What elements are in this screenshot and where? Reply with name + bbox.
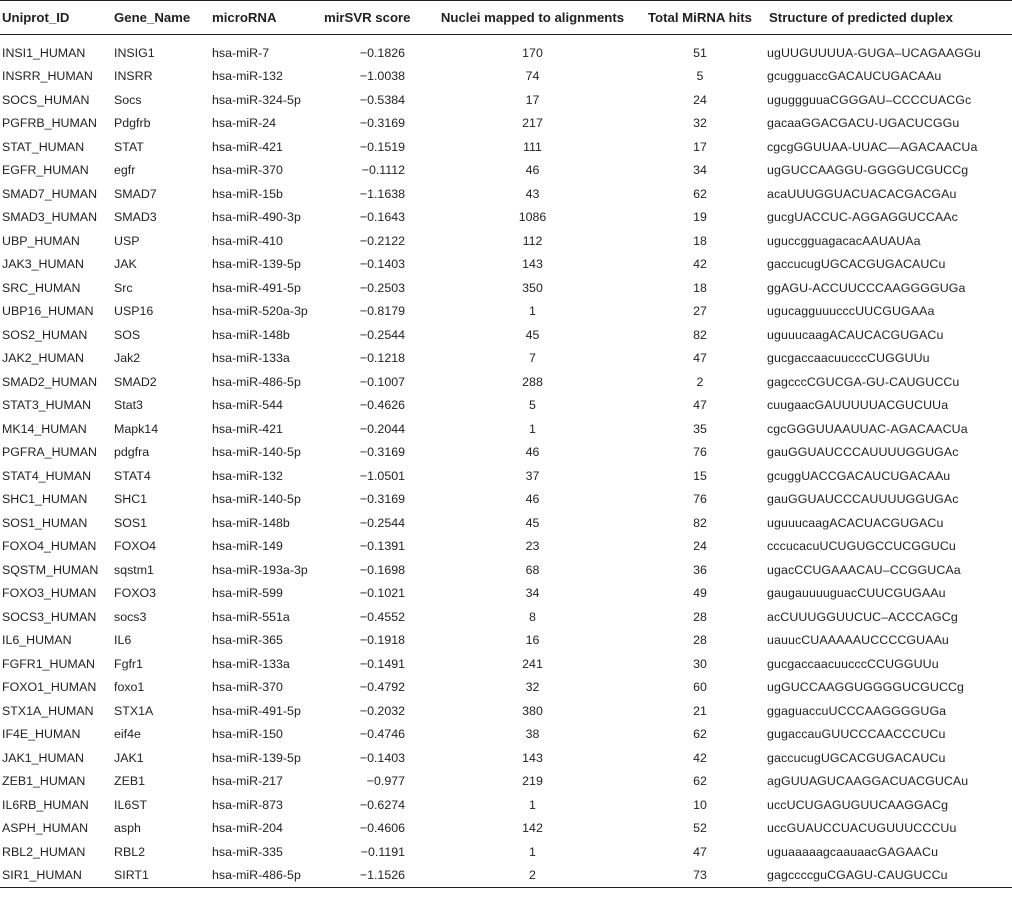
cell-mirsvr-score: −0.1643	[359, 210, 405, 225]
cell-duplex-structure: ugacCCUGAAACAU–CCGGUCAa	[767, 562, 961, 577]
cell-duplex-structure: gucgaccaacuucccCUGGUUu	[767, 351, 930, 366]
cell-total-hits: 30	[693, 656, 707, 671]
cell-nuclei-mapped: 241	[522, 656, 543, 671]
cell-uniprot-id: SQSTM_HUMAN	[2, 562, 99, 577]
cell-uniprot-id: STAT4_HUMAN	[2, 468, 92, 483]
cell-duplex-structure: acCUUUGGUUCUC–ACCCAGCg	[767, 609, 958, 624]
cell-total-hits: 42	[693, 750, 707, 765]
cell-gene-name: IL6	[114, 633, 132, 648]
table-row	[0, 35, 1012, 65]
table-row	[0, 253, 1012, 277]
cell-duplex-structure: gacaaGGACGACU-UGACUCGGu	[767, 116, 960, 131]
cell-uniprot-id: FOXO3_HUMAN	[2, 586, 97, 601]
cell-total-hits: 42	[693, 257, 707, 272]
cell-total-hits: 36	[693, 562, 707, 577]
table-row	[0, 323, 1012, 347]
table-row	[0, 370, 1012, 394]
table-row	[0, 182, 1012, 206]
cell-duplex-structure: ggaguaccuUCCCAAGGGGUGa	[767, 703, 947, 718]
cell-gene-name: INSIG1	[114, 45, 155, 60]
cell-nuclei-mapped: 112	[522, 233, 543, 248]
cell-duplex-structure: cgcGGGUUAAUUAC-AGACAACUa	[767, 421, 968, 436]
cell-nuclei-mapped: 1	[529, 304, 536, 319]
cell-total-hits: 49	[693, 586, 707, 601]
cell-microrna: hsa-miR-193a-3p	[212, 562, 308, 577]
cell-microrna: hsa-miR-217	[212, 774, 283, 789]
cell-microrna: hsa-miR-139-5p	[212, 257, 301, 272]
cell-microrna: hsa-miR-149	[212, 539, 283, 554]
cell-duplex-structure: uauucCUAAAAAUCCCCGUAAu	[767, 633, 949, 648]
cell-uniprot-id: IL6RB_HUMAN	[2, 797, 89, 812]
table-row	[0, 135, 1012, 159]
cell-nuclei-mapped: 74	[525, 69, 540, 84]
cell-nuclei-mapped: 170	[522, 45, 543, 60]
cell-microrna: hsa-miR-204	[212, 821, 283, 836]
cell-uniprot-id: PGFRB_HUMAN	[2, 116, 98, 131]
cell-total-hits: 18	[693, 280, 707, 295]
cell-nuclei-mapped: 45	[525, 515, 540, 530]
cell-gene-name: FOXO4	[114, 539, 156, 554]
cell-mirsvr-score: −0.977	[366, 774, 405, 789]
cell-microrna: hsa-miR-520a-3p	[212, 304, 308, 319]
cell-gene-name: Jak2	[114, 351, 141, 366]
cell-total-hits: 62	[693, 774, 707, 789]
cell-nuclei-mapped: 17	[525, 92, 540, 107]
cell-uniprot-id: ZEB1_HUMAN	[2, 774, 86, 789]
table-row	[0, 558, 1012, 582]
cell-mirsvr-score: −0.2503	[359, 280, 405, 295]
table-row	[0, 112, 1012, 136]
cell-mirsvr-score: −0.3169	[359, 116, 405, 131]
cell-gene-name: SMAD2	[114, 374, 157, 389]
table-row	[0, 394, 1012, 418]
cell-uniprot-id: SHC1_HUMAN	[2, 492, 88, 507]
cell-microrna: hsa-miR-486-5p	[210, 864, 318, 888]
table-row	[0, 864, 1012, 888]
cell-mirsvr-score: −0.4606	[359, 821, 405, 836]
cell-gene-name: eif4e	[114, 727, 141, 742]
cell-duplex-structure: gaccucugUGCACGUGACAUCu	[767, 750, 946, 765]
table-body	[0, 35, 1012, 888]
cell-microrna: hsa-miR-551a	[212, 609, 290, 624]
cell-uniprot-id: JAK2_HUMAN	[2, 351, 84, 366]
table-row	[0, 723, 1012, 747]
cell-duplex-structure: uguuucaagACAUCACGUGACu	[767, 327, 944, 342]
table-row	[0, 464, 1012, 488]
cell-uniprot-id: FGFR1_HUMAN	[2, 656, 95, 671]
cell-duplex-structure: agGUUAGUCAAGGACUACGUCAu	[767, 774, 969, 789]
table-row	[0, 300, 1012, 324]
cell-microrna: hsa-miR-599	[212, 586, 283, 601]
cell-nuclei-mapped: 68	[525, 562, 540, 577]
cell-gene-name: socs3	[114, 609, 147, 624]
cell-uniprot-id: EGFR_HUMAN	[2, 163, 89, 178]
cell-total-hits: 24	[693, 92, 707, 107]
cell-microrna: hsa-miR-324-5p	[212, 92, 301, 107]
cell-microrna: hsa-miR-132	[212, 468, 283, 483]
cell-mirsvr-score: −0.1403	[359, 750, 405, 765]
cell-total-hits: 15	[693, 468, 707, 483]
cell-duplex-structure: ugucagguuucccUUCGUGAAa	[767, 304, 935, 319]
cell-total-hits: 73	[635, 864, 765, 888]
cell-duplex-structure: acaUUUGGUACUACACGACGAu	[767, 186, 957, 201]
cell-gene-name: foxo1	[114, 680, 145, 695]
cell-microrna: hsa-miR-140-5p	[212, 445, 301, 460]
cell-gene-name: SMAD3	[114, 210, 157, 225]
cell-gene-name: STX1A	[114, 703, 154, 718]
cell-nuclei-mapped: 111	[523, 139, 542, 154]
header-nuclei-mapped: Nuclei mapped to alignments	[430, 1, 635, 35]
cell-uniprot-id: SMAD2_HUMAN	[2, 374, 98, 389]
cell-microrna: hsa-miR-148b	[212, 515, 290, 530]
cell-gene-name: asph	[114, 821, 141, 836]
table-row	[0, 793, 1012, 817]
cell-duplex-structure: gcuggUACCGACAUCUGACAAu	[767, 468, 951, 483]
cell-uniprot-id: MK14_HUMAN	[2, 421, 87, 436]
cell-uniprot-id: SRC_HUMAN	[2, 280, 81, 295]
table-row	[0, 159, 1012, 183]
cell-uniprot-id: INSI1_HUMAN	[2, 45, 86, 60]
cell-nuclei-mapped: 1	[529, 797, 536, 812]
cell-mirsvr-score: −0.2544	[359, 327, 405, 342]
table-row	[0, 840, 1012, 864]
cell-uniprot-id: RBL2_HUMAN	[2, 844, 86, 859]
cell-uniprot-id: IL6_HUMAN	[2, 633, 72, 648]
cell-total-hits: 76	[693, 492, 707, 507]
cell-mirsvr-score: −0.2032	[359, 703, 405, 718]
cell-uniprot-id: STAT_HUMAN	[2, 139, 85, 154]
table-row	[0, 535, 1012, 559]
cell-gene-name: USP16	[114, 304, 154, 319]
cell-uniprot-id: UBP16_HUMAN	[2, 304, 94, 319]
cell-total-hits: 5	[696, 69, 704, 84]
cell-total-hits: 27	[693, 304, 707, 319]
cell-nuclei-mapped: 142	[522, 821, 543, 836]
cell-mirsvr-score: −1.0038	[359, 69, 405, 84]
cell-gene-name: SMAD7	[114, 186, 157, 201]
cell-total-hits: 34	[693, 163, 707, 178]
cell-total-hits: 82	[693, 515, 707, 530]
cell-nuclei-mapped: 16	[525, 633, 540, 648]
cell-uniprot-id: STAT3_HUMAN	[2, 398, 92, 413]
cell-total-hits: 18	[693, 233, 707, 248]
cell-microrna: hsa-miR-15b	[212, 186, 283, 201]
cell-duplex-structure: gauGGUAUCCCAUUUUGGUGAc	[767, 445, 959, 460]
cell-nuclei-mapped: 5	[529, 398, 536, 413]
cell-microrna: hsa-miR-133a	[212, 656, 290, 671]
cell-uniprot-id: SMAD7_HUMAN	[2, 186, 98, 201]
cell-gene-name: Src	[114, 280, 133, 295]
cell-microrna: hsa-miR-365	[212, 633, 283, 648]
cell-nuclei-mapped: 34	[525, 586, 540, 601]
cell-uniprot-id: SMAD3_HUMAN	[2, 210, 98, 225]
cell-uniprot-id: IF4E_HUMAN	[2, 727, 81, 742]
cell-mirsvr-score: −0.8179	[359, 304, 405, 319]
cell-duplex-structure: gucgaccaacuucccCCUGGUUu	[767, 656, 939, 671]
cell-mirsvr-score: −0.1191	[360, 844, 405, 859]
cell-nuclei-mapped: 1086	[518, 210, 547, 225]
cell-total-hits: 82	[693, 327, 707, 342]
cell-microrna: hsa-miR-873	[212, 797, 283, 812]
cell-microrna: hsa-miR-139-5p	[212, 750, 301, 765]
cell-mirsvr-score: −0.4552	[359, 609, 405, 624]
cell-microrna: hsa-miR-148b	[212, 327, 290, 342]
cell-duplex-structure: cgcgGGUUAA-UUAC—AGACAACUa	[767, 139, 978, 154]
cell-microrna: hsa-miR-421	[212, 421, 283, 436]
cell-total-hits: 10	[693, 797, 707, 812]
cell-nuclei-mapped: 1	[529, 421, 536, 436]
header-uniprot-id: Uniprot_ID	[0, 1, 112, 35]
cell-microrna: hsa-miR-370	[212, 680, 283, 695]
table-row	[0, 488, 1012, 512]
cell-duplex-structure: uguuucaagACACUACGUGACu	[767, 515, 944, 530]
cell-mirsvr-score: −0.6274	[359, 797, 405, 812]
cell-mirsvr-score: −1.0501	[359, 468, 405, 483]
cell-gene-name: INSRR	[114, 69, 153, 84]
cell-microrna: hsa-miR-335	[212, 844, 283, 859]
cell-mirsvr-score: −0.1918	[359, 633, 405, 648]
cell-nuclei-mapped: 32	[525, 680, 540, 695]
cell-microrna: hsa-miR-410	[212, 233, 283, 248]
cell-gene-name: RBL2	[114, 844, 145, 859]
cell-uniprot-id: SOS1_HUMAN	[2, 515, 88, 530]
cell-total-hits: 47	[693, 351, 707, 366]
table-row	[0, 88, 1012, 112]
cell-mirsvr-score: −0.2044	[359, 421, 405, 436]
cell-gene-name: FOXO3	[114, 586, 156, 601]
cell-microrna: hsa-miR-421	[212, 139, 283, 154]
cell-microrna: hsa-miR-486-5p	[212, 374, 301, 389]
cell-microrna: hsa-miR-132	[212, 69, 283, 84]
cell-gene-name: JAK1	[114, 750, 144, 765]
cell-uniprot-id: PGFRA_HUMAN	[2, 445, 98, 460]
cell-uniprot-id: INSRR_HUMAN	[2, 69, 93, 84]
cell-duplex-structure: gaugauuuuguacCUUCGUGAAu	[767, 586, 946, 601]
cell-nuclei-mapped: 46	[525, 163, 540, 178]
cell-mirsvr-score: −0.1491	[359, 656, 405, 671]
table-row	[0, 746, 1012, 770]
cell-nuclei-mapped: 380	[522, 703, 543, 718]
table-row	[0, 605, 1012, 629]
cell-uniprot-id: JAK3_HUMAN	[2, 257, 84, 272]
cell-nuclei-mapped: 1	[529, 844, 536, 859]
header-gene-name: Gene_Name	[112, 1, 210, 35]
header-mirsvr-score: mirSVR score	[318, 1, 430, 35]
cell-microrna: hsa-miR-133a	[212, 351, 290, 366]
cell-nuclei-mapped: 143	[522, 257, 543, 272]
cell-mirsvr-score: −0.2122	[359, 233, 405, 248]
cell-nuclei-mapped: 143	[522, 750, 543, 765]
table-row	[0, 699, 1012, 723]
cell-microrna: hsa-miR-150	[212, 727, 283, 742]
cell-total-hits: 47	[693, 844, 707, 859]
cell-mirsvr-score: −0.4746	[359, 727, 405, 742]
cell-mirsvr-score: −0.1519	[359, 139, 405, 154]
cell-mirsvr-score: −0.1698	[359, 562, 405, 577]
cell-uniprot-id: SIR1_HUMAN	[0, 864, 112, 888]
cell-duplex-structure: gagccccguCGAGU-CAUGUCCu	[765, 864, 1012, 888]
cell-mirsvr-score: −1.1526	[318, 864, 430, 888]
cell-gene-name: SOS	[114, 327, 141, 342]
cell-gene-name: pdgfra	[114, 445, 150, 460]
cell-nuclei-mapped: 37	[525, 468, 540, 483]
cell-nuclei-mapped: 350	[522, 280, 543, 295]
cell-gene-name: Fgfr1	[114, 656, 143, 671]
cell-gene-name: JAK	[114, 257, 137, 272]
cell-uniprot-id: SOCS3_HUMAN	[2, 609, 97, 624]
cell-nuclei-mapped: 38	[525, 727, 540, 742]
cell-microrna: hsa-miR-140-5p	[212, 492, 301, 507]
cell-gene-name: SOS1	[114, 515, 148, 530]
cell-duplex-structure: gaccucugUGCACGUGACAUCu	[767, 257, 946, 272]
cell-gene-name: SHC1	[114, 492, 148, 507]
cell-nuclei-mapped: 219	[522, 774, 543, 789]
cell-gene-name: STAT4	[114, 468, 151, 483]
cell-mirsvr-score: −0.2544	[359, 515, 405, 530]
table-row	[0, 817, 1012, 841]
cell-mirsvr-score: −0.3169	[359, 445, 405, 460]
cell-mirsvr-score: −0.3169	[359, 492, 405, 507]
cell-total-hits: 51	[693, 45, 707, 60]
cell-nuclei-mapped: 8	[529, 609, 536, 624]
cell-total-hits: 52	[693, 821, 707, 836]
header-total-mirna-hits: Total MiRNA hits	[635, 1, 765, 35]
cell-duplex-structure: ugGUCCAAGGUGGGGUCGUCCg	[767, 680, 965, 695]
cell-duplex-structure: ugUUGUUUUA-GUGA–UCAGAAGGu	[767, 45, 981, 60]
cell-mirsvr-score: −0.4792	[359, 680, 405, 695]
cell-total-hits: 17	[693, 139, 707, 154]
cell-duplex-structure: uccGUAUCCUACUGUUUCCCUu	[767, 821, 957, 836]
table-row	[0, 206, 1012, 230]
table-row	[0, 676, 1012, 700]
table-row	[0, 229, 1012, 253]
cell-gene-name: USP	[114, 233, 140, 248]
cell-microrna: hsa-miR-7	[212, 45, 270, 60]
cell-nuclei-mapped: 23	[525, 539, 540, 554]
cell-mirsvr-score: −0.5384	[359, 92, 405, 107]
cell-total-hits: 32	[693, 116, 707, 131]
cell-total-hits: 19	[693, 210, 707, 225]
cell-mirsvr-score: −0.4626	[359, 398, 405, 413]
cell-total-hits: 62	[693, 186, 707, 201]
cell-duplex-structure: gauGGUAUCCCAUUUUGGUGAc	[767, 492, 959, 507]
cell-nuclei-mapped: 46	[525, 492, 540, 507]
table-row	[0, 417, 1012, 441]
header-microrna: microRNA	[210, 1, 318, 35]
cell-microrna: hsa-miR-370	[212, 163, 283, 178]
cell-duplex-structure: gugaccauGUUCCCAACCCUCu	[767, 727, 946, 742]
cell-mirsvr-score: −0.1021	[359, 586, 405, 601]
cell-gene-name: Pdgfrb	[114, 116, 151, 131]
cell-duplex-structure: uguccgguagacacAAUAUAa	[767, 233, 921, 248]
cell-nuclei-mapped: 46	[525, 445, 540, 460]
cell-total-hits: 60	[693, 680, 707, 695]
cell-gene-name: Mapk14	[114, 421, 159, 436]
table-row	[0, 347, 1012, 371]
cell-uniprot-id: UBP_HUMAN	[2, 233, 80, 248]
cell-mirsvr-score: −0.1826	[359, 45, 405, 60]
cell-duplex-structure: uccUCUGAGUGUUCAAGGACg	[767, 797, 949, 812]
cell-uniprot-id: SOCS_HUMAN	[2, 92, 90, 107]
cell-gene-name: SIRT1	[112, 864, 210, 888]
cell-uniprot-id: FOXO1_HUMAN	[2, 680, 97, 695]
cell-mirsvr-score: −0.1218	[359, 351, 405, 366]
cell-gene-name: sqstm1	[114, 562, 154, 577]
cell-total-hits: 76	[693, 445, 707, 460]
cell-mirsvr-score: −1.1638	[359, 186, 405, 201]
table-row	[0, 441, 1012, 465]
cell-microrna: hsa-miR-544	[212, 398, 283, 413]
cell-microrna: hsa-miR-490-3p	[212, 210, 301, 225]
cell-nuclei-mapped: 43	[525, 186, 540, 201]
header-duplex-structure: Structure of predicted duplex	[765, 1, 1012, 35]
cell-uniprot-id: JAK1_HUMAN	[2, 750, 84, 765]
cell-total-hits: 2	[696, 374, 704, 389]
cell-gene-name: Socs	[114, 92, 142, 107]
table-row	[0, 511, 1012, 535]
cell-mirsvr-score: −0.1391	[359, 539, 405, 554]
cell-nuclei-mapped: 217	[522, 116, 543, 131]
table-row	[0, 65, 1012, 89]
cell-duplex-structure: ggAGU-ACCUUCCCAAGGGGUGa	[767, 280, 966, 295]
cell-nuclei-mapped: 288	[522, 374, 543, 389]
cell-uniprot-id: FOXO4_HUMAN	[2, 539, 97, 554]
cell-mirsvr-score: −0.1112	[361, 163, 405, 178]
cell-mirsvr-score: −0.1403	[359, 257, 405, 272]
cell-gene-name: STAT	[114, 139, 144, 154]
cell-total-hits: 47	[693, 398, 707, 413]
cell-duplex-structure: uguaaaaagcaauaacGAGAACu	[767, 844, 939, 859]
cell-mirsvr-score: −0.1007	[359, 374, 405, 389]
cell-nuclei-mapped: 2	[430, 864, 635, 888]
cell-uniprot-id: SOS2_HUMAN	[2, 327, 88, 342]
table-row	[0, 276, 1012, 300]
cell-nuclei-mapped: 45	[525, 327, 540, 342]
header-row	[0, 1, 1012, 35]
cell-gene-name: IL6ST	[114, 797, 148, 812]
cell-duplex-structure: ugGUCCAAGGU-GGGGUCGUCCg	[767, 163, 969, 178]
cell-duplex-structure: uguggguuaCGGGAU–CCCCUACGc	[767, 92, 972, 107]
cell-duplex-structure: cuugaacGAUUUUUACGUCUUa	[767, 398, 949, 413]
cell-duplex-structure: gucgUACCUC-AGGAGGUCCAAc	[767, 210, 958, 225]
cell-total-hits: 28	[693, 633, 707, 648]
cell-gene-name: Stat3	[114, 398, 143, 413]
cell-duplex-structure: cccucacuUCUGUGCCUCGGUCu	[767, 539, 956, 554]
table-row	[0, 582, 1012, 606]
cell-microrna: hsa-miR-24	[212, 116, 277, 131]
cell-uniprot-id: STX1A_HUMAN	[2, 703, 94, 718]
cell-microrna: hsa-miR-491-5p	[212, 703, 301, 718]
cell-gene-name: egfr	[114, 163, 136, 178]
cell-nuclei-mapped: 7	[529, 351, 536, 366]
cell-total-hits: 35	[693, 421, 707, 436]
cell-microrna: hsa-miR-491-5p	[212, 280, 301, 295]
cell-gene-name: ZEB1	[114, 774, 145, 789]
table-row	[0, 770, 1012, 794]
table-row	[0, 629, 1012, 653]
cell-total-hits: 28	[693, 609, 707, 624]
cell-uniprot-id: ASPH_HUMAN	[2, 821, 89, 836]
table-row	[0, 652, 1012, 676]
cell-duplex-structure: gcugguaccGACAUCUGACAAu	[767, 69, 942, 84]
cell-total-hits: 24	[693, 539, 707, 554]
cell-total-hits: 62	[693, 727, 707, 742]
cell-duplex-structure: gagcccCGUCGA-GU-CAUGUCCu	[767, 374, 960, 389]
cell-total-hits: 21	[693, 703, 707, 718]
